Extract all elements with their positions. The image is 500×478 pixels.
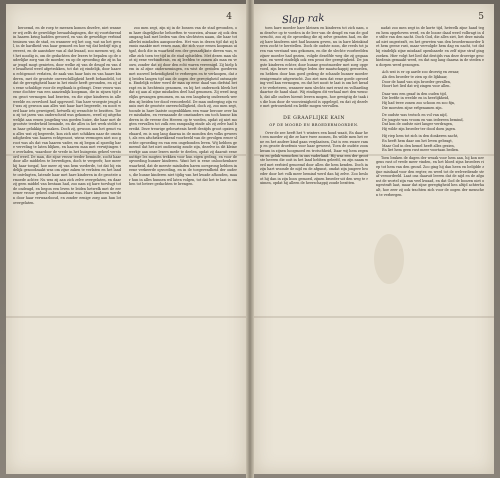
poem-line: Die leefde in weelde en in heerlijkheid, bbox=[382, 96, 450, 101]
poem-line: Hij had twee zonen zoo schoon en zoo fijn, bbox=[382, 100, 456, 105]
text-column bbox=[129, 26, 237, 470]
text-column bbox=[13, 26, 121, 470]
poem-line: Hij wilde zijn broeder ter dood doen jagen. bbox=[382, 126, 456, 131]
poem-line: En heeft hem daar om het leven gebragt, bbox=[382, 139, 453, 144]
poem-line: Ach wat is er op aarde zoo droevig en zwaar, bbox=[382, 70, 460, 75]
poem-line: Maar God in den hemel heeft alles gezien, bbox=[382, 143, 455, 148]
poem-line: Daar was een graaf in den ouden tijd, bbox=[382, 91, 447, 96]
body-paragraph: Over de zee heeft het 't winters een koud waait, En daar het een moeder zij die ze hare twee zoonen, En wilde men het eene en het andere kind gaan verplaatsen, Dat is een zware ramp en groote droefenis voor haar geweest, Toen de oudste zoon kwam in zijnen hoogmoed en trotschheid, Daar wij hem zegenen en geluk wenschen in ons vaderland. Hij was een der grootste heeren die ooit in het land hebben geleefd, en zijn naam werd met eerbied genoemd door allen die hem kenden. Doch in zijn hart woonde de nijd en de afgunst, omdat zijn jongere broeder door het volk meer bemind werd dan hij zelve. Zoo besloot hij dan in zijn boos gemoed, zijnen broeder uit den weg te ruimen, opdat hij alleen de heerschappij zoude bezitten. bbox=[260, 130, 368, 186]
right-page bbox=[254, 4, 494, 474]
poem-line: Hij riep hem tot zich in den donkeren nacht, bbox=[382, 134, 459, 139]
text-column bbox=[260, 26, 368, 470]
body-paragraph: beroemd, en de roep te meenen komen dezelve, niet wanneer wij zelfs de geweldige beraadslagingen, die zij voortdurend in haaren kring hadden gevoerd, en van de geweldige verbindtenissen van de stad, en wanneer wij het oog, wat nu het geval, in de hardheid van haar gemoed en hoe wij dat bedrijf zijn geweest, en de aanstoker van al dat kwaad, zoo meenen wij, dat het noodig is, om de gedachten der lezers te bepalen op de ouderlijke zorg van de moeder, en op de opvoeding die zij in haar jeugd mogt genieten, door welke zij van de deugd en van de braafheid werd afgetrokken, tot dat zij eindelijk, door haaren echtgenoot verlaten, de zaak van haar huis en van haare kinderen, met de grootste onverschilligheid heeft behandeld, tot dat de geregtigheid haar in het einde heeft gevonden, en zij als eene schuldige voor de regtbank is gebragt. Deze vrouw was eene dochter van een aanzienlijk koopman, die in zijnen tijd een groot vermogen had bezeten, en die zijne kinderen in alle weelde en overvloed had opgevoed. Van hare vroegste jeugd af was zij gewoon aan alles wat haar hart begeerde, en nooit werd haar iets geweigerd, hetwelk zij wenschte te bezitten. Toen zij tot jaren van onderscheid was gekomen, werd zij uitgehuwelijkt aan eenen jongeling van goeden huize, die haar met de grootste teederheid beminde, en die alles in het werk stelde om haar gelukkig te maken. Doch zij, gewoon aan het genot van alles wat zij begeerde, kon zich niet schikken naar de omstandigheden van haaren echtgenoot, wiens vermogen niet zoo groot was als dat van haaren vader, en zij begon al spoedig hare verveling te laten blijken, en haaren man met verwijtingen te overladen, waardoor de vrede in het huisgezin geheel verstoord werd. De man, die zijne vrouw teeder beminde, zocht haar door alle middelen te bevredigen, doch te vergeefs; hoe meer hij haar toegaf, hoe meer zij van hem vorderde, tot dat hij eindelijk genoodzaakt was om zijne zaken te verlaten en het land te ontvlugten, latende haar met hare kinderen in de grootste armoede achter. Nu was zij aan zich zelve overgelaten, en daar zij geen middel van bestaan had, zoo nam zij hare toevlugt tot de ondeugd, en begon een leven te leiden hetwelk met de eer eener vrouw geheel onbestaanbaar was. Hare kinderen werden door haar verwaarloosd, en zonder eenige zorg aan hun lot overgelaten. bbox=[13, 26, 121, 205]
left-page bbox=[6, 4, 246, 474]
poem-line: Dat kon de oudste niet langer verdragen, bbox=[382, 122, 454, 127]
poem-line: Als den broeder te zien op de lijkbaar, bbox=[382, 74, 448, 79]
section-title: DE GRAAFLIJKE KAIN bbox=[283, 115, 345, 121]
section-subtitle: OF DE MOORD EN BROEDERMOORDEN. bbox=[269, 122, 359, 127]
handwritten-annotation: Slap rak bbox=[281, 12, 325, 27]
poem-line: Die moesten zijne erfgenamen zijn. bbox=[382, 105, 443, 110]
poem-block bbox=[376, 70, 484, 153]
poem-line: De jongste was vroom en van iedereen bemind, bbox=[382, 117, 464, 122]
poem-line: En liet hem geen rust meer voortaan bedien. bbox=[382, 148, 460, 153]
body-paragraph: Toen braken de dagen der wraak voor hem aan, hij kon nergens rust of vrede meer vinden, en het bloed zijns broeders riep tot hem van den grond. Zoo ging hij dan heen en belijdde zijne misdaad voor den regter, en werd tot de welverdiende straf veroordeeld. Laat ons daaruit leeren dat de nijd en de afgunst de wortel zijn van veel kwaad, en dat God de boozen niet ongestraft laat, maar dat zijne geregtigheid hen altijd achterhaalt, hoe zeer zij ook trachten zich voor de oogen der menschen te verbergen. bbox=[376, 155, 484, 197]
body-paragraph: zoo men zegt, zijn zij in de bossen van de stad gevonden, om hare dagelijksche behoeften te voorzien, alwaar zij ook den omgang had met lieden van den slechtsten naam, die haar tot allerlei misdaden aanspoorden. Het was in dezen tijd dat zij kennis maakte met eenen man, die zich voor eenen koopman uitgaf, doch die in waarheid een der gevaarlijkste dieven was, welke zich toen ter tijd in de stad ophielden. Met dezen man sloot zij eene verbindtenis, en zij leefden te zamen als man en vrouw, zonder dat zij door den echt waren vereenigd. Zij hielp hem in al zijne ondernemingen, en wist de gestolen goederen met zooveel behendigheid te verbergen en te verkoopen, dat zij beiden langen tijd aan de oogen der geregtigheid ontsnapten. Eindelijk echter werd de man op eene daad van diefstal betrapt en in hechtenis genomen, en bij het onderzoek bleek het dat zij aan al zijne misdaden deel had genomen. Zij werd insgelijks gevangen genomen, en na een langdurig onderzoek werden zij beiden ter dood veroordeeld. De man onderging zijn vonnis met de grootste onverschilligheid, doch zij, zoo men zegt, toonde in hare laatste oogenblikken een waar berouw over hare misdaden, en vermaande de omstanders om toch hunne kinderen in de vreeze des Heeren op te voeden, opdat zij niet mogten vervallen tot zulk een rampzalig einde als zij zelve had bereikt. Deze treurige gebeurtenis heeft destijds groot opzien gebaard, en is nog lang daarna in de monden des volks geweest, als een afschrikwekkend voorbeeld van de gevolgen eener slechte opvoeding en van een ongebonden leven. Wij hebben gemeend dat het niet ondienstig zoude zijn, dezelve in dit kleine werkje aan onze lezers mede te deelen, opdat zij daaruit eene nuttige les mogten trekken voor hun eigen gedrag, en voor de opvoeding hunner kinderen. Want het is eene onloochenbare waarheid, dat de meeste misdaden haren oorsprong hebben in eene verkeerde opvoeding, en in de toegevendheid der ouders, die hunne kinderen niet tijdig van het kwade afhouden, maar hun in alles hunnen wil laten volgen, tot dat het te laat is om hen tot betere gedachten te brengen. bbox=[129, 26, 237, 187]
poem-line: Door de hand van zijn broeder gevallen, bbox=[382, 79, 452, 84]
page-number: 5 bbox=[478, 12, 484, 22]
text-column bbox=[376, 26, 484, 470]
book-gutter bbox=[246, 0, 254, 478]
poem-line: De oudste was trotsch en vol van nijd, bbox=[382, 113, 448, 118]
poem-line: Hoort het lied dat wij zingen voor allen. bbox=[382, 84, 451, 89]
page-number: 4 bbox=[226, 12, 232, 22]
body-paragraph: toen hare moeder hare kleinen en kinderen tot zich nam, om dezelve op te voeden in de leer van de deugd en van de godsvrucht, zoo zij de opvoeding die zij zelve genoten had, en die zij hare kinderen niet had kunnen geven, nu in hare kleinkinderen zocht te herstellen. Doch de oudste zoon, die reeds tot jaren van verstand was gekomen, en die de slechte voorbeelden zijner moeder had gezien, volgde dezelfde weg die zij gegaan was, en werd eindelijk ook een prooi der geregtigheid. De jongste kinderen echter, door hunne grootmoeder met zorg opgevoed, zijn brave en nuttige leden der maatschappij geworden, en hebben door hun goed gedrag de schande hunner moeder eenigermate uitgewischt. Zoo ziet men dat eene goede opvoeding veel kan vermogen, en dat het nooit te laat is om het kwade te verbeteren, wanneer men slechts met ernst en volharding daartoe de hand slaat. Wij eindigen dit verhaal met den wensch, dat alle ouders hieruit leeren mogen, hoe gewigtig de taak is die hun door de voorzienigheid is opgelegd, en dat zij dezelve met getrouwheid en liefde mogen vervullen. bbox=[260, 26, 368, 109]
body-paragraph: nadat zoo men zegt in de korte tijd, hetwelk zijne hand tegen hem opgeheven werd, en de booze daad werd volbragt in de stilte van den nacht. Doch God, die alles ziet, liet deze misdaad niet ongestraft, en het geweten van den broedermoorder liet hem geene rust, maar vervolgde hem dag en nacht, tot dat hij eindelijk zijne misdaad openbaarde en zelf zijne straf ging zoeken. Hier volgt het lied dat destijds van deze droevige geschiedenis gemaakt werd, en dat nog lang daarna in de steden en dorpen werd gezongen. bbox=[376, 26, 484, 67]
